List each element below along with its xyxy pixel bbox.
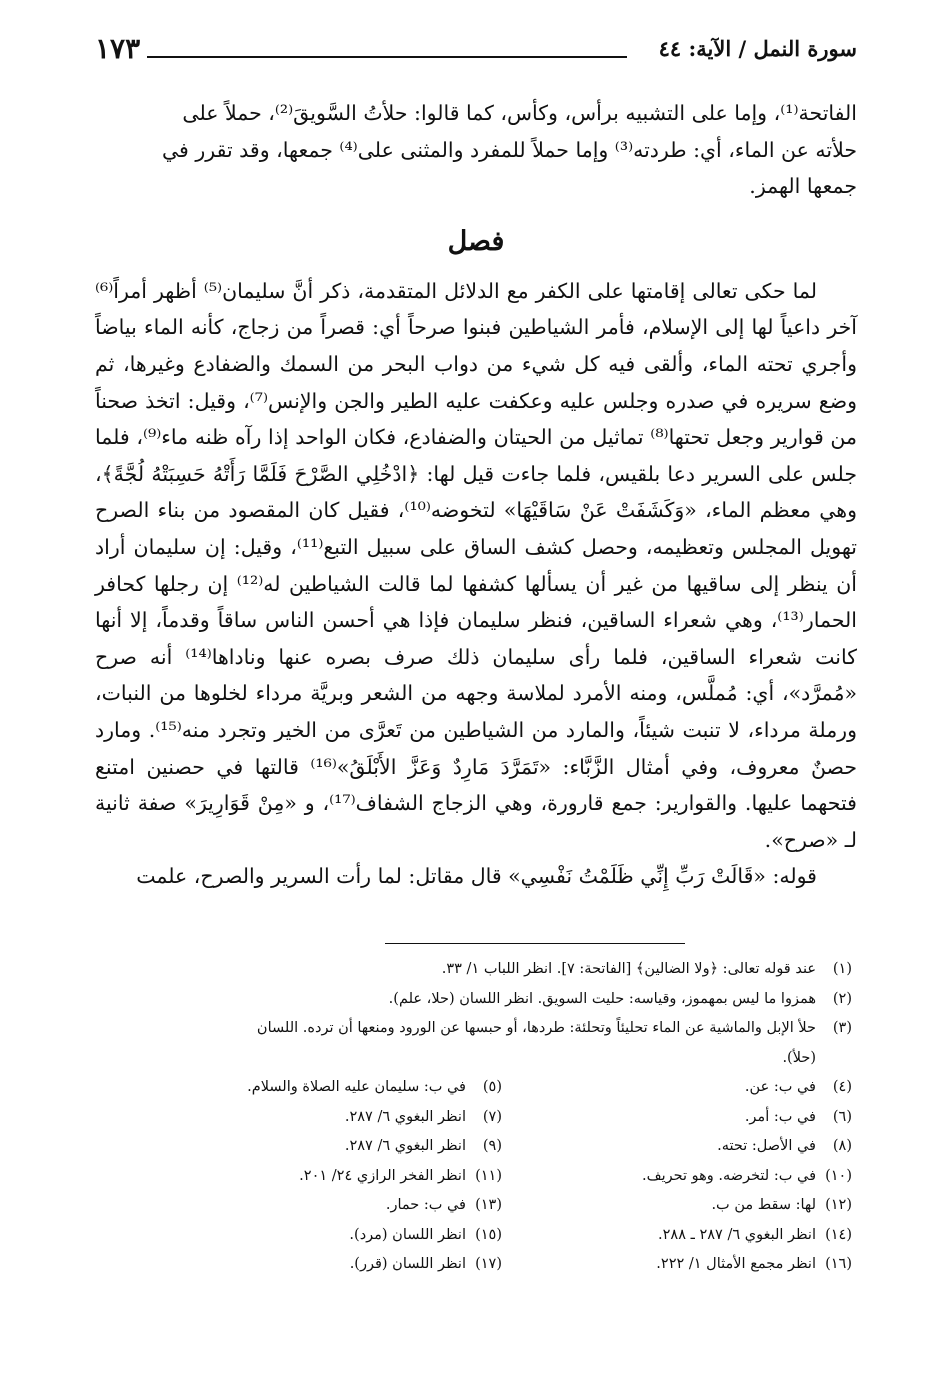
running-title: سورة النمل / الآية: ٤٤	[658, 36, 857, 61]
footnote	[92, 1073, 502, 1103]
footnote-text: انظر اللسان (مرد).	[349, 1226, 466, 1243]
footnote	[512, 1221, 852, 1251]
paragraph: قوله: «قَالَتْ رَبِّ إِنِّي ظَلَمْتُ نَفْسِي» قال مقاتل: لما رأت السرير والصرح، علمت	[136, 864, 817, 889]
footnote-separator	[385, 943, 685, 944]
footnote-text: في ب: حمار.	[385, 1197, 466, 1213]
footnote-column-right	[512, 1073, 852, 1280]
page-header	[95, 30, 857, 70]
footnote-number: (١٦)	[825, 1256, 852, 1272]
footnote	[512, 1132, 852, 1162]
footnote-number: (٥)	[482, 1079, 502, 1095]
footnote-number: (١٧)	[475, 1256, 502, 1272]
footnote-number: (١٥)	[475, 1226, 502, 1243]
footnote-number: (١٣)	[475, 1197, 502, 1213]
footnote-text: انظر مجمع الأمثال ١/ ٢٢٢.	[656, 1256, 816, 1272]
footnote	[92, 1014, 852, 1044]
footnote-number: (١)	[832, 961, 852, 977]
page-number: ١٧٣	[95, 32, 141, 65]
footnote-text: انظر البغوي ٦/ ٢٨٧.	[344, 1138, 466, 1154]
footnote-number: (١٤)	[825, 1226, 852, 1243]
footnote	[92, 1132, 502, 1162]
footnote-column-left	[92, 1073, 512, 1280]
footnote-text: همزوا ما ليس بمهموز، وقياسه: حليت السويق. انظر اللسان (حلا، علم).	[388, 990, 816, 1007]
footnote-number: (٨)	[832, 1138, 852, 1154]
footnote-number: (١١)	[475, 1167, 502, 1184]
footnote-text: في ب: سليمان عليه الصلاة والسلام.	[247, 1079, 466, 1095]
text-line: حلأته عن الماء، أي: طردته⁽³⁾ وإما حملاً للمفرد والمثنى على⁽⁴⁾ جمعها، وقد تقرر في	[161, 137, 857, 162]
footnote-text: لها: سقط من ب.	[711, 1197, 816, 1213]
footnote	[92, 985, 852, 1015]
footnote-columns	[92, 1073, 852, 1280]
footnote	[92, 1191, 502, 1221]
footnote-text: عند قوله تعالى: ﴿ولا الضالين﴾ [الفاتحة: ٧]. انظر اللباب ١/ ٣٣.	[441, 961, 816, 977]
text-line: جمعها الهمز.	[749, 174, 857, 199]
footnote	[92, 955, 852, 985]
text-line: الفاتحة⁽¹⁾، وإما على التشبيه برأس، وكأس، كما قالوا: حلأتُ السَّويقَ⁽²⁾، حملاً على	[182, 101, 857, 125]
footnote-number: (١٠)	[825, 1167, 852, 1184]
footnote-number: (٤)	[832, 1079, 852, 1095]
footnote-number: (٦)	[832, 1108, 852, 1125]
footnote	[512, 1073, 852, 1103]
footnote-continuation: (حلأ).	[782, 1049, 816, 1066]
footnote-text: في الأصل: تحته.	[717, 1138, 816, 1154]
footnote-text: في ب: لتخرضه. وهو تحريف.	[641, 1167, 816, 1184]
footnote-text: في ب: أمر.	[744, 1108, 816, 1125]
footnote-text: في ب: عن.	[744, 1079, 816, 1095]
footnote-number: (١٢)	[825, 1197, 852, 1213]
footnote	[92, 1162, 502, 1192]
footnote	[512, 1162, 852, 1192]
footnote	[92, 1103, 502, 1133]
footnote-number: (٢)	[832, 990, 852, 1007]
paragraph: لما حكى تعالى إقامتها على الكفر مع الدلائل المتقدمة، ذكر أنَّ سليمان⁽⁵⁾ أظهر أمراً⁽⁶⁾ آخر داعياً لها إلى الإسلام، فأمر الشياطين فبنوا صرحاً أي: قصراً من زجاج، كأنه الماء بياضاً وأجري تحته الماء، وألقى فيه كل شيء من دواب البحر من السمك والضفادع وغيرها، ثم وضع سريره في صدره وجلس عليه وعكفت عليه الطير والجن والإنس⁽⁷⁾، وقيل: اتخذ صحناً من قوارير وجعل تحتها⁽⁸⁾ تماثيل من الحيتان والضفادع، فكان الواحد إذا رآه ظنه ماء⁽⁹⁾، فلما جلس على السرير دعا بلقيس، فلما جاءت قيل لها: ﴿ادْخُلِي الصَّرْحَ فَلَمَّا رَأَتْهُ حَسِبَتْهُ لُجَّةً﴾، وهي معظم الماء، «وَكَشَفَتْ عَنْ سَاقَيْهَا» لتخوضه⁽¹⁰⁾، فقيل كان المقصود من بناء الصرح تهويل المجلس وتعظيمه، وحصل كشف الساق على سبيل التبع⁽¹¹⁾، وقيل: إن سليمان أراد أن ينظر إلى ساقيها من غير أن يسألها كشفها لما قالت الشياطين له⁽¹²⁾ إن رجلها كحافر الحمار⁽¹³⁾، وهي شعراء الساقين، فنظر سليمان فإذا هي أحسن الناس ساقاً وقدماً، إلا أنها كانت شعراء الساقين، فلما رأى سليمان ذلك صرف بصره عنها وناداها⁽¹⁴⁾ أنه صرح «مُمرَّد»، أي: مُملَّس، ومنه الأمرد لملاسة وجهه من الشعر وبريَّة مرداء لخلوها من النبات، ورملة مرداء، لا تنبت شيئاً، والمارد من الشياطين من تَعرَّى من الخير وتجرد منه⁽¹⁵⁾. ومارد حصنٌ معروف، وفي أمثال الزَّبَّاء: «تَمَرَّدَ مَارِدٌ وَعَزَّ الأَبْلَقُ»⁽¹⁶⁾ قالتها في حصنين امتنع فتحهما عليها. والقوارير: جمع قارورة، وهي الزجاج الشفاف⁽¹⁷⁾، و «مِنْ قَوَارِيرَ» صفة ثانية لـ «صرح».	[95, 278, 858, 852]
section-heading: فصل	[447, 225, 505, 257]
footnote	[92, 1250, 502, 1280]
footnote	[92, 1221, 502, 1251]
footnote-number: (٣)	[832, 1020, 852, 1036]
footnote	[512, 1191, 852, 1221]
footnote-text: انظر البغوي ٦/ ٢٨٧.	[344, 1108, 466, 1125]
footnote-text: حلأ الإبل والماشية عن الماء تحليئاً وتحلئة: طردها، أو حبسها عن الورود ومنعها أن ترده. اللسان	[256, 1020, 816, 1036]
footnote-number: (٧)	[482, 1108, 502, 1125]
footnote-text: انظر البغوي ٦/ ٢٨٧ ـ ٢٨٨.	[658, 1226, 816, 1243]
footnote-text: انظر الفخر الرازي ٢٤/ ٢٠١.	[299, 1167, 466, 1184]
footnote	[512, 1250, 852, 1280]
header-rule	[147, 56, 627, 58]
main-text	[95, 95, 857, 895]
footnote	[512, 1103, 852, 1133]
footnote-number: (٩)	[482, 1138, 502, 1154]
footnote-text: انظر اللسان (قرر).	[349, 1256, 466, 1272]
footnotes	[92, 955, 852, 1280]
